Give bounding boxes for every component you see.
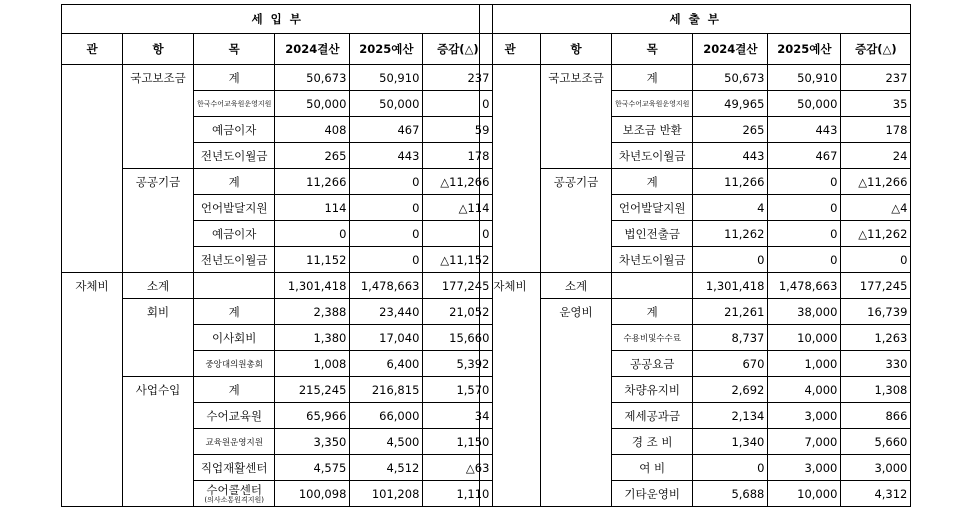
cell-2025: 17,040	[350, 325, 423, 351]
income-panel	[61, 4, 493, 507]
cell-2025: 10,000	[768, 481, 841, 507]
cell-2024: 11,262	[693, 221, 768, 247]
cell-mok: 계	[612, 169, 693, 195]
cell-mok: 수용비및수수료	[612, 325, 693, 351]
cell-change: 24	[841, 143, 911, 169]
cell-mok: 차년도이월금	[612, 247, 693, 273]
col-header-2025: 2025예산	[768, 34, 841, 65]
cell-hang	[541, 481, 612, 507]
cell-gwan	[62, 143, 123, 169]
cell-hang	[541, 455, 612, 481]
cell-2024: 49,965	[693, 91, 768, 117]
cell-hang: 국고보조금	[123, 65, 194, 91]
cell-hang	[123, 221, 194, 247]
cell-2024: 2,134	[693, 403, 768, 429]
cell-hang	[541, 247, 612, 273]
cell-mok: 직업재활센터	[194, 455, 275, 481]
cell-2025: 50,000	[350, 91, 423, 117]
cell-mok: 계	[194, 377, 275, 403]
cell-2024: 670	[693, 351, 768, 377]
cell-hang	[123, 429, 194, 455]
table-row	[480, 117, 911, 143]
cell-change: 15,660	[423, 325, 493, 351]
table-row	[480, 65, 911, 91]
cell-change: 0	[423, 91, 493, 117]
expense-panel	[479, 4, 911, 507]
cell-mok: 법인전출금	[612, 221, 693, 247]
cell-2024: 0	[693, 455, 768, 481]
cell-gwan	[62, 325, 123, 351]
cell-hang	[123, 403, 194, 429]
table-row	[62, 325, 493, 351]
cell-hang	[541, 351, 612, 377]
cell-mok: 공공요금	[612, 351, 693, 377]
cell-change: 237	[841, 65, 911, 91]
table-row	[480, 169, 911, 195]
table-row	[62, 481, 493, 507]
cell-2024: 2,692	[693, 377, 768, 403]
cell-2025: 467	[350, 117, 423, 143]
cell-hang	[123, 117, 194, 143]
cell-2024: 265	[693, 117, 768, 143]
cell-mok: 언어발달지원	[194, 195, 275, 221]
cell-mok: 차량유지비	[612, 377, 693, 403]
col-header-mok: 목	[612, 34, 693, 65]
cell-hang	[123, 351, 194, 377]
cell-2025: 443	[350, 143, 423, 169]
cell-gwan	[62, 403, 123, 429]
table-row	[62, 273, 493, 299]
cell-gwan	[62, 65, 123, 91]
cell-2024: 114	[275, 195, 350, 221]
cell-hang: 사업수입	[123, 377, 194, 403]
table-row	[480, 481, 911, 507]
cell-change: 59	[423, 117, 493, 143]
cell-2025: 50,910	[768, 65, 841, 91]
cell-change: 5,660	[841, 429, 911, 455]
cell-gwan: 자체비	[480, 273, 541, 299]
cell-2025: 0	[768, 169, 841, 195]
cell-2025: 0	[350, 169, 423, 195]
cell-change: 0	[841, 247, 911, 273]
cell-2025: 50,910	[350, 65, 423, 91]
cell-gwan	[62, 169, 123, 195]
cell-gwan	[62, 247, 123, 273]
cell-mok: 한국수어교육원운영지원	[612, 91, 693, 117]
table-row	[480, 247, 911, 273]
cell-hang	[123, 325, 194, 351]
cell-2025: 101,208	[350, 481, 423, 507]
col-header-hang: 항	[123, 34, 194, 65]
cell-2024: 265	[275, 143, 350, 169]
cell-change: 4,312	[841, 481, 911, 507]
cell-hang	[541, 429, 612, 455]
table-row	[480, 455, 911, 481]
cell-gwan	[480, 351, 541, 377]
table-row	[62, 377, 493, 403]
cell-mok: 전년도이월금	[194, 247, 275, 273]
cell-2024: 8,737	[693, 325, 768, 351]
cell-2024: 11,152	[275, 247, 350, 273]
table-row	[480, 273, 911, 299]
cell-change: 35	[841, 91, 911, 117]
cell-gwan	[480, 481, 541, 507]
cell-2025: 50,000	[768, 91, 841, 117]
table-row	[480, 221, 911, 247]
table-row	[480, 195, 911, 221]
cell-2025: 66,000	[350, 403, 423, 429]
cell-2024: 0	[693, 247, 768, 273]
cell-hang: 회비	[123, 299, 194, 325]
cell-gwan	[480, 117, 541, 143]
table-row	[480, 403, 911, 429]
cell-hang	[123, 455, 194, 481]
cell-hang	[541, 117, 612, 143]
cell-gwan	[62, 429, 123, 455]
cell-mok: 여 비	[612, 455, 693, 481]
cell-mok: 교육원운영지원	[194, 429, 275, 455]
cell-2025: 38,000	[768, 299, 841, 325]
cell-change: △114	[423, 195, 493, 221]
cell-gwan	[480, 221, 541, 247]
income-table	[61, 4, 493, 507]
cell-hang	[541, 325, 612, 351]
cell-2025: 0	[350, 221, 423, 247]
cell-2025: 0	[350, 195, 423, 221]
cell-2024: 215,245	[275, 377, 350, 403]
cell-2025: 3,000	[768, 455, 841, 481]
cell-gwan	[480, 455, 541, 481]
cell-gwan	[62, 195, 123, 221]
table-row	[62, 169, 493, 195]
cell-hang: 운영비	[541, 299, 612, 325]
cell-hang: 국고보조금	[541, 65, 612, 91]
cell-2024: 1,301,418	[275, 273, 350, 299]
cell-2024: 1,301,418	[693, 273, 768, 299]
cell-2025: 6,400	[350, 351, 423, 377]
cell-gwan	[480, 247, 541, 273]
cell-2025: 4,500	[350, 429, 423, 455]
cell-gwan	[62, 299, 123, 325]
cell-mok: 보조금 반환	[612, 117, 693, 143]
cell-2025: 3,000	[768, 403, 841, 429]
col-header-mok: 목	[194, 34, 275, 65]
cell-2025: 1,478,663	[768, 273, 841, 299]
col-header-hang: 항	[541, 34, 612, 65]
cell-2024: 50,000	[275, 91, 350, 117]
table-row	[62, 65, 493, 91]
cell-hang: 공공기금	[123, 169, 194, 195]
cell-2025: 0	[768, 195, 841, 221]
cell-2024: 408	[275, 117, 350, 143]
cell-2025: 4,000	[768, 377, 841, 403]
cell-mok: 언어발달지원	[612, 195, 693, 221]
cell-change: 1,570	[423, 377, 493, 403]
cell-change: 1,263	[841, 325, 911, 351]
cell-2025: 0	[768, 221, 841, 247]
cell-gwan	[62, 481, 123, 507]
table-row	[480, 351, 911, 377]
cell-gwan	[480, 91, 541, 117]
cell-gwan	[62, 455, 123, 481]
cell-2025: 216,815	[350, 377, 423, 403]
cell-hang	[123, 91, 194, 117]
cell-2024: 4,575	[275, 455, 350, 481]
cell-mok	[194, 273, 275, 299]
cell-2024: 100,098	[275, 481, 350, 507]
cell-change: 16,739	[841, 299, 911, 325]
cell-gwan	[480, 377, 541, 403]
income-title: 세 입 부	[62, 5, 493, 34]
expense-title: 세 출 부	[480, 5, 911, 34]
cell-2025: 23,440	[350, 299, 423, 325]
cell-change: 1,308	[841, 377, 911, 403]
cell-change: 177,245	[423, 273, 493, 299]
cell-hang	[541, 377, 612, 403]
cell-gwan	[480, 299, 541, 325]
cell-mok: 한국수어교육원운영지원	[194, 91, 275, 117]
table-row	[62, 117, 493, 143]
table-row	[480, 299, 911, 325]
cell-change: 237	[423, 65, 493, 91]
cell-2024: 21,261	[693, 299, 768, 325]
cell-gwan	[62, 91, 123, 117]
cell-change: △4	[841, 195, 911, 221]
col-header-2025: 2025예산	[350, 34, 423, 65]
table-row	[480, 429, 911, 455]
table-row	[62, 195, 493, 221]
cell-2024: 2,388	[275, 299, 350, 325]
table-row	[62, 455, 493, 481]
cell-gwan	[480, 403, 541, 429]
cell-2024: 50,673	[693, 65, 768, 91]
cell-mok: 차년도이월금	[612, 143, 693, 169]
cell-2024: 0	[275, 221, 350, 247]
cell-mok	[194, 481, 275, 507]
cell-gwan	[480, 169, 541, 195]
cell-hang: 공공기금	[541, 169, 612, 195]
cell-gwan	[480, 195, 541, 221]
cell-hang	[541, 91, 612, 117]
cell-mok: 계	[194, 65, 275, 91]
cell-gwan	[480, 429, 541, 455]
cell-hang	[123, 143, 194, 169]
cell-mok: 기타운영비	[612, 481, 693, 507]
col-header-2024: 2024결산	[275, 34, 350, 65]
cell-mok: 전년도이월금	[194, 143, 275, 169]
cell-2024: 1,380	[275, 325, 350, 351]
cell-gwan	[62, 221, 123, 247]
cell-mok	[612, 273, 693, 299]
cell-change: 866	[841, 403, 911, 429]
cell-change: 1,110	[423, 481, 493, 507]
expense-table	[479, 4, 911, 507]
cell-2025: 1,000	[768, 351, 841, 377]
cell-mok-main: 수어콜센터	[206, 482, 262, 497]
cell-2025: 1,478,663	[350, 273, 423, 299]
col-header-change: 증감(△)	[841, 34, 911, 65]
cell-hang	[123, 481, 194, 507]
cell-2024: 443	[693, 143, 768, 169]
col-header-gwan: 관	[480, 34, 541, 65]
cell-2025: 7,000	[768, 429, 841, 455]
col-header-gwan: 관	[62, 34, 123, 65]
cell-2024: 65,966	[275, 403, 350, 429]
cell-change: 0	[423, 221, 493, 247]
cell-2024: 1,340	[693, 429, 768, 455]
table-row	[62, 403, 493, 429]
cell-mok: 예금이자	[194, 221, 275, 247]
cell-gwan	[480, 325, 541, 351]
cell-2024: 1,008	[275, 351, 350, 377]
cell-change: 21,052	[423, 299, 493, 325]
table-row	[62, 91, 493, 117]
cell-change: 177,245	[841, 273, 911, 299]
cell-2024: 3,350	[275, 429, 350, 455]
table-row	[62, 143, 493, 169]
table-row	[62, 351, 493, 377]
col-header-2024: 2024결산	[693, 34, 768, 65]
table-row	[62, 221, 493, 247]
cell-mok: 계	[194, 169, 275, 195]
cell-change: △11,262	[841, 221, 911, 247]
cell-change: 34	[423, 403, 493, 429]
cell-2025: 443	[768, 117, 841, 143]
cell-hang	[541, 403, 612, 429]
cell-mok: 경 조 비	[612, 429, 693, 455]
table-row	[62, 299, 493, 325]
cell-change: △63	[423, 455, 493, 481]
cell-gwan	[62, 351, 123, 377]
cell-hang	[541, 221, 612, 247]
cell-2025: 467	[768, 143, 841, 169]
cell-hang	[541, 143, 612, 169]
table-row	[480, 325, 911, 351]
cell-2024: 4	[693, 195, 768, 221]
cell-gwan	[62, 377, 123, 403]
cell-mok: 계	[194, 299, 275, 325]
cell-hang	[123, 195, 194, 221]
cell-gwan: 자체비	[62, 273, 123, 299]
cell-mok: 계	[612, 65, 693, 91]
cell-change: 3,000	[841, 455, 911, 481]
cell-change: △11,152	[423, 247, 493, 273]
table-row	[62, 429, 493, 455]
cell-change: △11,266	[841, 169, 911, 195]
cell-2024: 5,688	[693, 481, 768, 507]
cell-mok: 제세공과금	[612, 403, 693, 429]
table-row	[480, 377, 911, 403]
cell-mok: 중앙대의원총회	[194, 351, 275, 377]
cell-mok: 수어교육원	[194, 403, 275, 429]
cell-gwan	[62, 117, 123, 143]
cell-change: 5,392	[423, 351, 493, 377]
cell-mok: 계	[612, 299, 693, 325]
table-row	[480, 143, 911, 169]
cell-2025: 10,000	[768, 325, 841, 351]
cell-change: 178	[841, 117, 911, 143]
cell-2025: 0	[768, 247, 841, 273]
cell-mok-sub: (의사소통원격지원)	[204, 495, 264, 504]
cell-change: 330	[841, 351, 911, 377]
cell-2024: 11,266	[693, 169, 768, 195]
cell-2025: 0	[350, 247, 423, 273]
cell-change: △11,266	[423, 169, 493, 195]
cell-2024: 50,673	[275, 65, 350, 91]
cell-hang	[541, 195, 612, 221]
cell-2024: 11,266	[275, 169, 350, 195]
cell-hang: 소계	[541, 273, 612, 299]
cell-change: 178	[423, 143, 493, 169]
cell-2025: 4,512	[350, 455, 423, 481]
cell-change: 1,150	[423, 429, 493, 455]
cell-hang: 소계	[123, 273, 194, 299]
cell-gwan	[480, 65, 541, 91]
col-header-change: 증감(△)	[423, 34, 493, 65]
table-row	[62, 247, 493, 273]
cell-hang	[123, 247, 194, 273]
table-row	[480, 91, 911, 117]
cell-mok: 예금이자	[194, 117, 275, 143]
cell-gwan	[480, 143, 541, 169]
cell-mok: 이사회비	[194, 325, 275, 351]
